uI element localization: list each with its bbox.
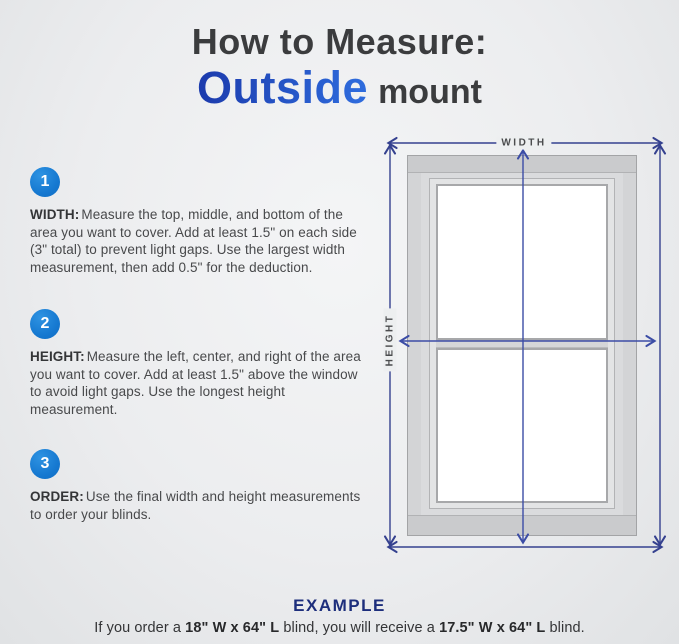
example-receive-size: 17.5" W x 64" L: [439, 620, 546, 636]
step-2: [30, 309, 366, 418]
step-3-number: 3: [40, 455, 50, 472]
step-3-text: [30, 488, 366, 523]
step-1-label: WIDTH:: [30, 207, 80, 222]
example-middle: blind, you will receive a: [279, 620, 440, 636]
page-title: [0, 22, 679, 112]
example-heading: EXAMPLE: [293, 596, 386, 615]
step-1-text: [30, 206, 366, 276]
step-2-text: [30, 348, 366, 418]
example-order-size: 18" W x 64" L: [185, 620, 280, 636]
height-dimension-label: HEIGHT: [384, 309, 397, 372]
step-2-number-badge: [30, 309, 60, 339]
step-1-number-badge: [30, 167, 60, 197]
window-measure-diagram: [378, 130, 670, 560]
step-2-number: 2: [40, 315, 50, 332]
step-3: [30, 449, 366, 523]
measurement-arrows: [378, 130, 670, 560]
step-3-body: Use the final width and height measurements to order your blinds.: [30, 489, 361, 522]
title-line-2: [0, 63, 679, 113]
step-2-body: Measure the left, center, and right of the area you want to cover. Add at least 1.5" above the window to avoid light gaps. Use the longest height measurement.: [30, 349, 361, 417]
step-2-label: HEIGHT:: [30, 349, 85, 364]
title-highlight-outside: Outside: [197, 61, 369, 113]
example-section: [0, 596, 679, 636]
step-1: [30, 167, 366, 276]
step-3-label: ORDER:: [30, 489, 84, 504]
step-1-number: 1: [40, 173, 50, 190]
example-prefix: If you order a: [94, 620, 186, 636]
example-sentence: [0, 620, 679, 636]
title-suffix-mount: mount: [378, 72, 482, 111]
title-line-1: How to Measure:: [191, 21, 488, 62]
width-dimension-label: WIDTH: [496, 137, 551, 150]
step-3-number-badge: [30, 449, 60, 479]
step-1-body: Measure the top, middle, and bottom of the area you want to cover. Add at least 1.5" on each side (3" total) to prevent light gaps. Use the largest width measurement, then add 0.5" for the deduction.: [30, 207, 357, 275]
example-suffix: blind.: [545, 620, 585, 636]
